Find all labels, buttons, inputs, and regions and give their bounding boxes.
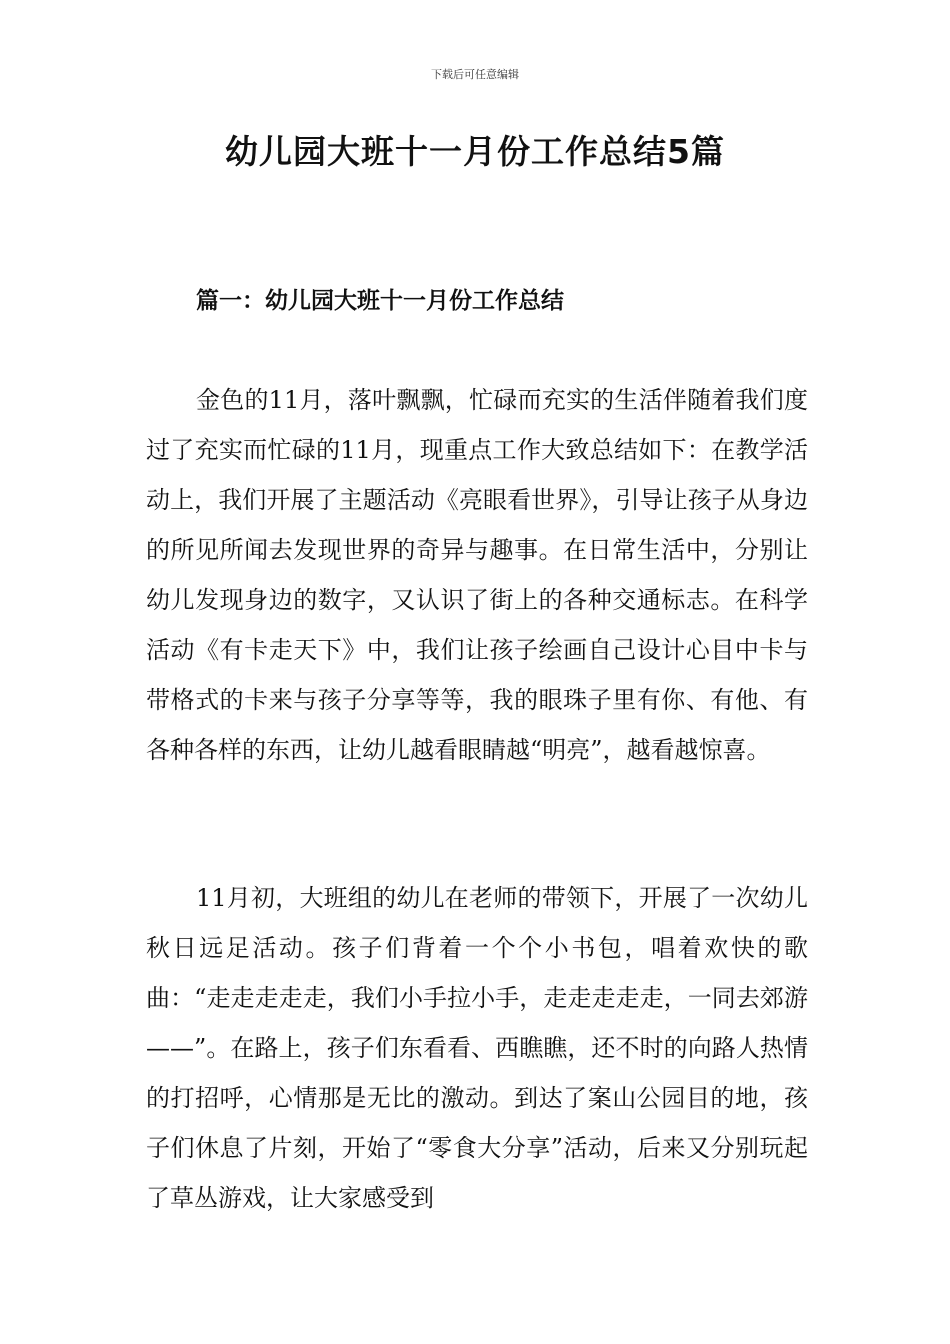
section-heading: 篇一：幼儿园大班十一月份工作总结 xyxy=(196,287,564,314)
body-paragraph-2: 11月初，大班组的幼儿在老师的带领下，开展了一次幼儿秋日远足活动。孩子们背着一个个小书包，唱着欢快的歌曲：“走走走走走，我们小手拉小手，走走走走走，一同去郊游——”。在路上，孩子们东看看、西瞧瞧，还不时的向路人热情的打招呼，心情那是无比的激动。到达了案山公园目的地，孩子们休息了片刻，开始了“零食大分享”活动，后来又分别玩起了草丛游戏，让大家感受到 xyxy=(146,884,808,1212)
document-title: 幼儿园大班十一月份工作总结5篇 xyxy=(225,132,725,171)
header-note: 下载后可任意编辑 xyxy=(431,68,519,81)
body-paragraph-1: 金色的11月，落叶飘飘，忙碌而充实的生活伴随着我们度过了充实而忙碌的11月，现重点工作大致总结如下：在教学活动上，我们开展了主题活动《亮眼看世界》，引导让孩子从身边的所见所闻去发现世界的奇异与趣事。在日常生活中，分别让幼儿发现身边的数字，又认识了街上的各种交通标志。在科学活动《有卡走天下》中，我们让孩子绘画自己设计心目中卡与带格式的卡来与孩子分享等等，我的眼珠子里有你、有他、有各种各样的东西，让幼儿越看眼睛越“明亮”，越看越惊喜。 xyxy=(146,386,808,764)
